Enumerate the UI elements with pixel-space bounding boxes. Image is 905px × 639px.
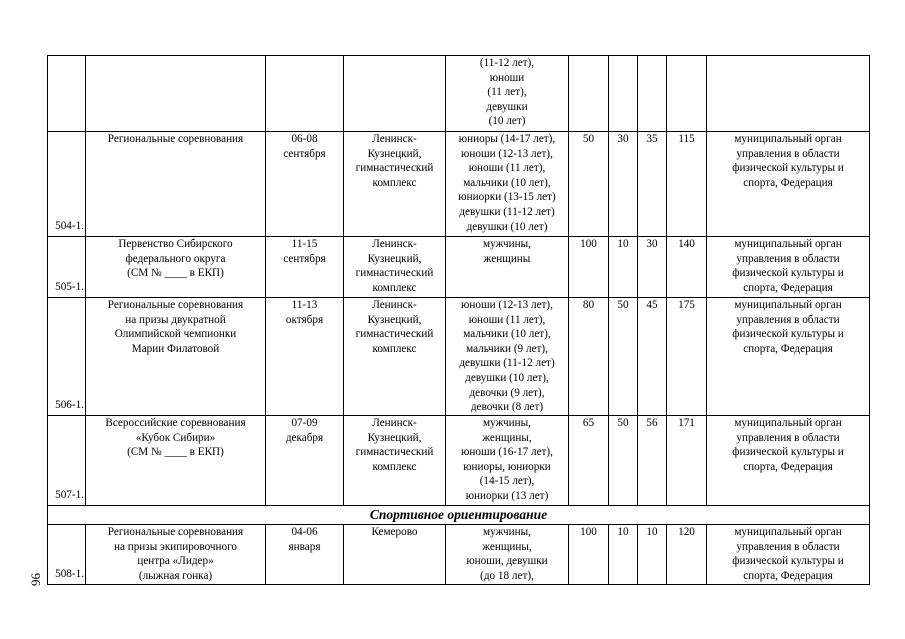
age-groups-cell: мужчины, женщины <box>446 237 569 298</box>
participants-cell: 65 <box>569 416 609 506</box>
participants-cell: 100 <box>569 237 609 298</box>
organizer-cell: муниципальный орган управления в области физической культуры и спорта, Федерация <box>707 132 870 237</box>
organizer-cell: муниципальный орган управления в области физической культуры и спорта, Федерация <box>707 525 870 585</box>
participants-cell: 30 <box>609 132 638 237</box>
event-dates-cell: 07-09 декабря <box>266 416 344 506</box>
event-number-cell: 507-1. <box>48 416 86 506</box>
participants-cell: 35 <box>638 132 667 237</box>
table-row <box>48 56 870 132</box>
participants-cell: 30 <box>638 237 667 298</box>
participants-cell: 45 <box>638 298 667 416</box>
event-name-cell: Региональные соревнования <box>86 132 266 237</box>
table-row <box>48 298 870 416</box>
participants-cell: 10 <box>609 237 638 298</box>
age-groups-cell: (11-12 лет), юноши (11 лет), девушки (10 лет) <box>446 56 569 132</box>
participants-cell <box>638 56 667 132</box>
participants-cell: 56 <box>638 416 667 506</box>
total-participants-cell: 140 <box>667 237 707 298</box>
event-dates-cell: 11-15 сентября <box>266 237 344 298</box>
event-place-cell: Ленинск- Кузнецкий, гимнастический комплекс <box>344 416 446 506</box>
table-row <box>48 525 870 585</box>
event-name-cell: Региональные соревнования на призы экипировочного центра «Лидер» (лыжная гонка) <box>86 525 266 585</box>
event-dates-cell <box>266 56 344 132</box>
organizer-cell <box>707 56 870 132</box>
participants-cell: 10 <box>609 525 638 585</box>
event-place-cell <box>344 56 446 132</box>
event-place-cell: Ленинск- Кузнецкий, гимнастический комплекс <box>344 298 446 416</box>
total-participants-cell: 120 <box>667 525 707 585</box>
total-participants-cell: 115 <box>667 132 707 237</box>
participants-cell: 50 <box>569 132 609 237</box>
participants-cell: 100 <box>569 525 609 585</box>
event-name-cell <box>86 56 266 132</box>
event-name-cell: Первенство Сибирского федерального округа (СМ № ____ в ЕКП) <box>86 237 266 298</box>
table-row <box>48 132 870 237</box>
participants-cell <box>569 56 609 132</box>
participants-cell: 50 <box>609 298 638 416</box>
age-groups-cell: юниоры (14-17 лет), юноши (12-13 лет), юноши (11 лет), мальчики (10 лет), юниорки (13-15 лет) девушки (11-12 лет) девушки (10 лет) <box>446 132 569 237</box>
event-number-cell: 504-1. <box>48 132 86 237</box>
participants-cell: 50 <box>609 416 638 506</box>
event-dates-cell: 11-13 октября <box>266 298 344 416</box>
event-number-cell: 506-1. <box>48 298 86 416</box>
table-row <box>48 416 870 506</box>
total-participants-cell <box>667 56 707 132</box>
age-groups-cell: мужчины, женщины, юноши (16-17 лет), юниоры, юниорки (14-15 лет), юниорки (13 лет) <box>446 416 569 506</box>
total-participants-cell: 171 <box>667 416 707 506</box>
organizer-cell: муниципальный орган управления в области физической культуры и спорта, Федерация <box>707 298 870 416</box>
event-place-cell: Ленинск- Кузнецкий, гимнастический комплекс <box>344 237 446 298</box>
participants-cell: 10 <box>638 525 667 585</box>
age-groups-cell: мужчины, женщины, юноши, девушки (до 18 лет), <box>446 525 569 585</box>
event-name-cell: Всероссийские соревнования «Кубок Сибири» (СМ № ____ в ЕКП) <box>86 416 266 506</box>
events-table <box>47 55 870 585</box>
organizer-cell: муниципальный орган управления в области физической культуры и спорта, Федерация <box>707 416 870 506</box>
section-row <box>48 506 870 525</box>
total-participants-cell: 175 <box>667 298 707 416</box>
event-place-cell: Кемерово <box>344 525 446 585</box>
age-groups-cell: юноши (12-13 лет), юноши (11 лет), мальчики (10 лет), мальчики (9 лет), девушки (11-12 лет) девушки (10 лет), девочки (9 лет), девочки (8 лет) <box>446 298 569 416</box>
section-title: Спортивное ориентирование <box>48 506 870 525</box>
page-number: 96 <box>28 573 43 586</box>
event-name-cell: Региональные соревнования на призы двукратной Олимпийской чемпионки Марии Филатовой <box>86 298 266 416</box>
event-number-cell: 508-1. <box>48 525 86 585</box>
event-number-cell <box>48 56 86 132</box>
event-number-cell: 505-1. <box>48 237 86 298</box>
event-dates-cell: 04-06 января <box>266 525 344 585</box>
event-place-cell: Ленинск- Кузнецкий, гимнастический комплекс <box>344 132 446 237</box>
participants-cell: 80 <box>569 298 609 416</box>
organizer-cell: муниципальный орган управления в области физической культуры и спорта, Федерация <box>707 237 870 298</box>
table-row <box>48 237 870 298</box>
participants-cell <box>609 56 638 132</box>
event-dates-cell: 06-08 сентября <box>266 132 344 237</box>
